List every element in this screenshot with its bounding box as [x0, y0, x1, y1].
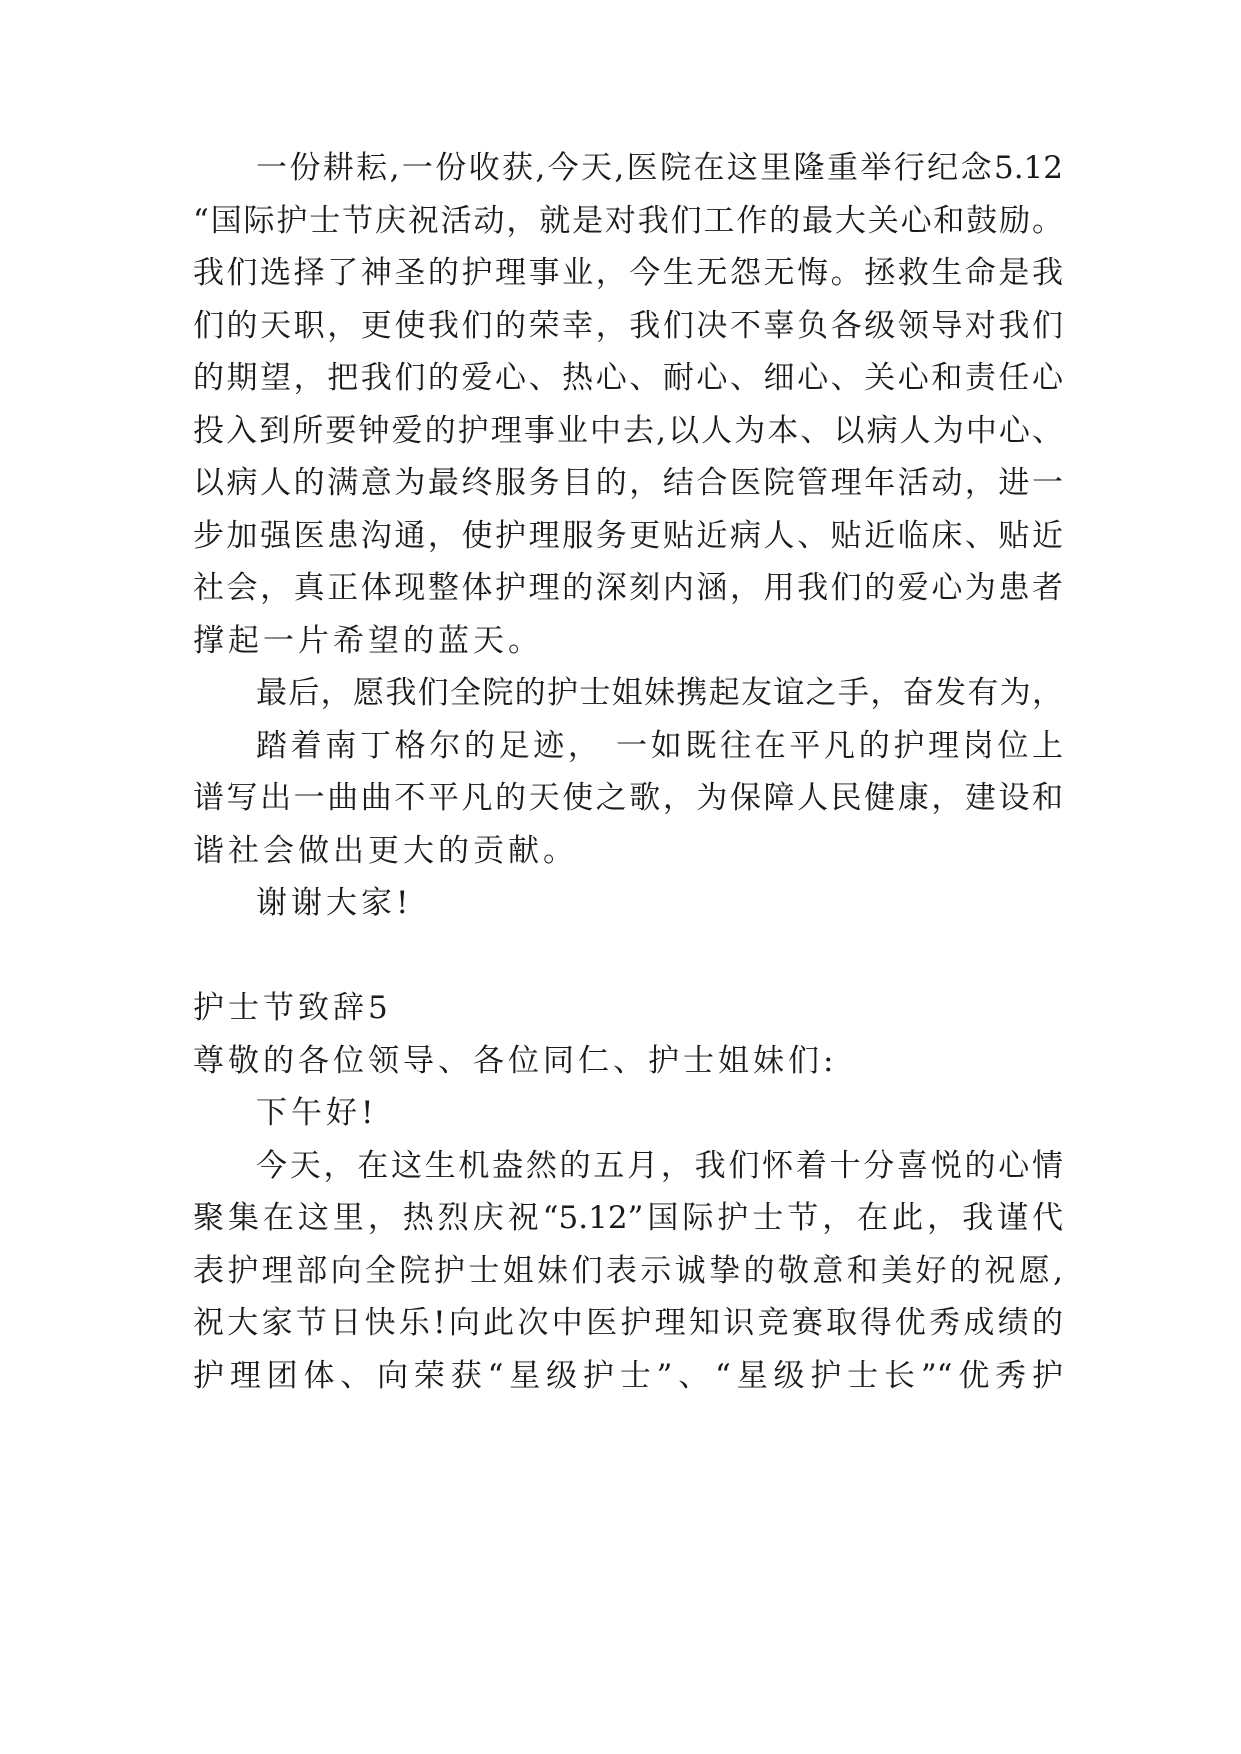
text-line: 投入到所要钟爱的护理事业中去,以人为本、以病人为中心、: [193, 413, 1063, 449]
text-line: 踏着南丁格尔的足迹， 一如既往在平凡的护理岗位上: [256, 728, 1063, 764]
text-line: 步加强医患沟通，使护理服务更贴近病人、贴近临床、贴近: [193, 518, 1063, 554]
text-line: 撑起一片希望的蓝天。: [193, 623, 543, 659]
text-line: 今天，在这生机盎然的五月，我们怀着十分喜悦的心情: [256, 1148, 1063, 1184]
text-line: 表护理部向全院护士姐妹们表示诚挚的敬意和美好的祝愿,: [193, 1253, 1063, 1289]
text-line: 一份耕耘,一份收获,今天,医院在这里隆重举行纪念5.12: [256, 150, 1063, 186]
text-line: 最后，愿我们全院的护士姐妹携起友谊之手，奋发有为，: [256, 675, 1063, 711]
text-line: 社会，真正体现整体护理的深刻内涵，用我们的爱心为患者: [193, 570, 1063, 606]
text-line: 谱写出一曲曲不平凡的天使之歌，为保障人民健康，建设和: [193, 780, 1063, 816]
text-line: 的期望，把我们的爱心、热心、耐心、细心、关心和责任心: [193, 360, 1063, 396]
text-line: 以病人的满意为最终服务目的，结合医院管理年活动，进一: [193, 465, 1063, 501]
text-line: 祝大家节日快乐!向此次中医护理知识竞赛取得优秀成绩的: [193, 1305, 1063, 1341]
text-line: 我们选择了神圣的护理事业，今生无怨无悔。拯救生命是我: [193, 255, 1063, 291]
text-line: 谐社会做出更大的贡献。: [193, 833, 578, 869]
text-line: “国际护士节庆祝活动，就是对我们工作的最大关心和鼓励。: [193, 203, 1063, 239]
text-line: 护理团体、向荣获“星级护士”、“星级护士长”“优秀护: [193, 1358, 1063, 1394]
greeting: 下午好!: [256, 1095, 378, 1131]
closing-line: 谢谢大家!: [256, 885, 413, 921]
text-line: 们的天职，更使我们的荣幸，我们决不辜负各级领导对我们: [193, 308, 1063, 344]
text-line: 聚集在这里，热烈庆祝“5.12”国际护士节，在此，我谨代: [193, 1200, 1063, 1236]
salutation: 尊敬的各位领导、各位同仁、护士姐妹们:: [193, 1043, 838, 1079]
section-title: 护士节致辞5: [193, 990, 392, 1026]
